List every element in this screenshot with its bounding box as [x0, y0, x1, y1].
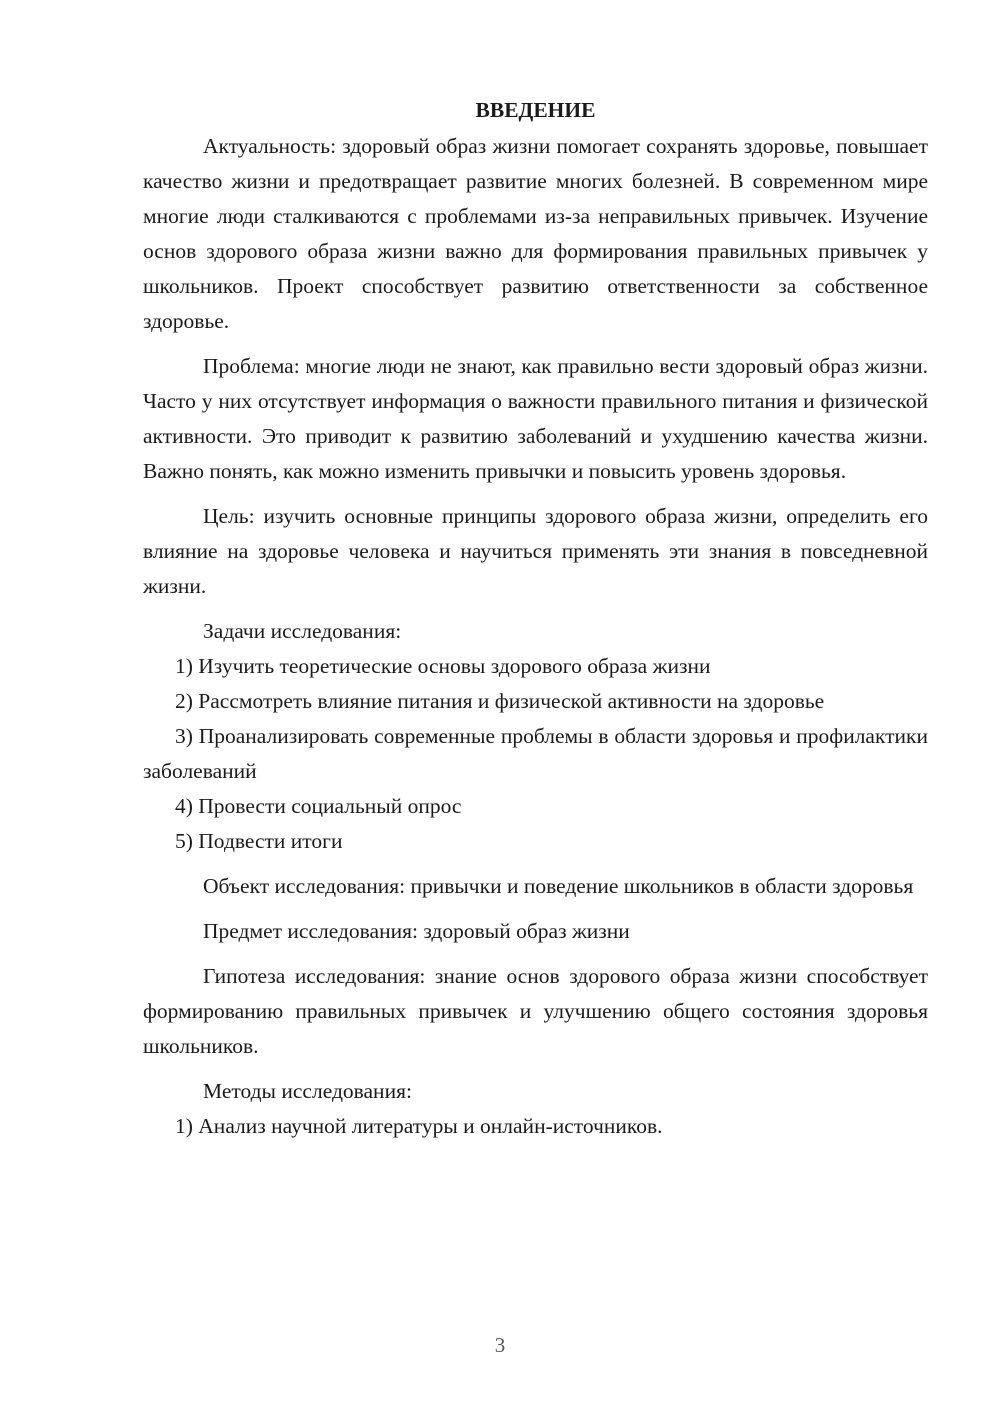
- tasks-heading: Задачи исследования:: [203, 619, 402, 643]
- problem-paragraph: Проблема: многие люди не знают, как правильно вести здоровый образ жизни. Часто у них отсутствует информация о важности правильного питания и физической активности. Это приводит к развитию заболеваний и ухудшению качества жизни. Важно понять, как можно изменить привычки и повысить уровень здоровья.: [143, 354, 928, 483]
- goal-paragraph: Цель: изучить основные принципы здорового образа жизни, определить его влияние на здоровье человека и научиться применять эти знания в повседневной жизни.: [143, 504, 928, 598]
- page-number: 3: [494, 1333, 506, 1357]
- hypothesis-paragraph: Гипотеза исследования: знание основ здорового образа жизни способствует формированию правильных привычек и улучшению общего состояния здоровья школьников.: [143, 964, 928, 1058]
- section-title: ВВЕДЕНИЕ: [475, 98, 596, 122]
- task-item-5: 5) Подвести итоги: [175, 829, 343, 853]
- subject-paragraph: Предмет исследования: здоровый образ жизни: [203, 919, 630, 943]
- methods-heading: Методы исследования:: [203, 1079, 412, 1103]
- task-item-1: 1) Изучить теоретические основы здорового образа жизни: [175, 654, 711, 678]
- object-paragraph: Объект исследования: привычки и поведение школьников в области здоровья: [203, 874, 914, 898]
- document-body: [143, 92, 928, 1144]
- method-item-1: 1) Анализ научной литературы и онлайн-источников.: [175, 1114, 663, 1138]
- relevance-paragraph: Актуальность: здоровый образ жизни помогает сохранять здоровье, повышает качество жизни и предотвращает развитие многих болезней. В современном мире многие люди сталкиваются с проблемами из-за неправильных привычек. Изучение основ здорового образа жизни важно для формирования правильных привычек у школьников. Проект способствует развитию ответственности за собственное здоровье.: [143, 134, 928, 333]
- task-item-3: 3) Проанализировать современные проблемы в области здоровья и профилактики заболеваний: [143, 724, 928, 783]
- task-item-2: 2) Рассмотреть влияние питания и физической активности на здоровье: [175, 689, 825, 713]
- task-item-4: 4) Провести социальный опрос: [175, 794, 462, 818]
